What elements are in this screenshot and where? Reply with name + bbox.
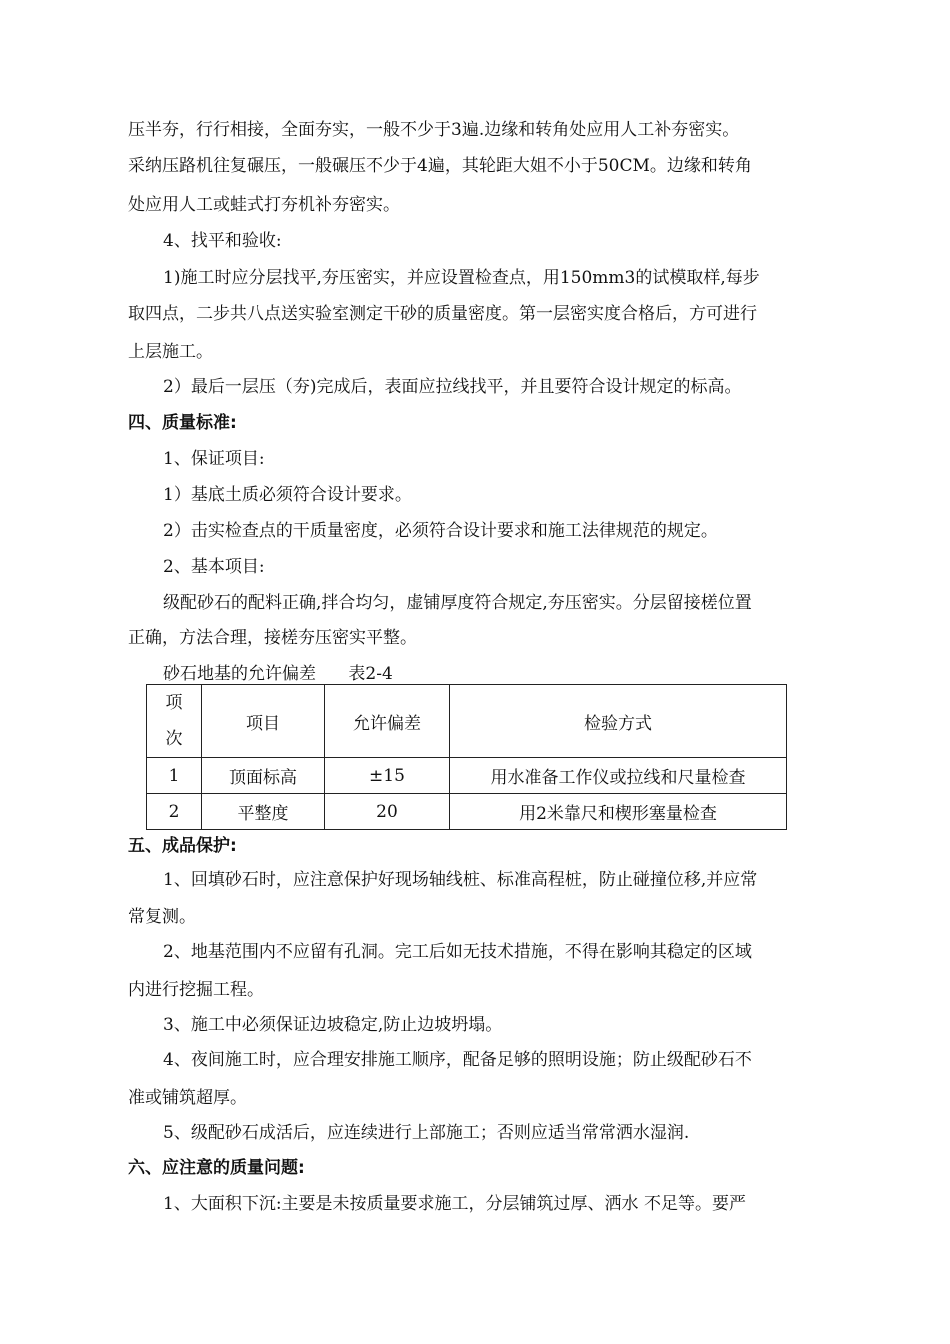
header-cell: 项目 bbox=[202, 685, 325, 758]
deviation-table bbox=[146, 684, 787, 830]
table-cell: 用水准备工作仪或拉线和尺量检查 bbox=[450, 758, 787, 794]
item-title: 4、找平和验收: bbox=[163, 231, 282, 251]
body-line: 2）最后一层压（夯)完成后，表面应拉线找平，并且要符合设计规定的标高。 bbox=[163, 377, 742, 397]
body-line: 正确，方法合理，接槎夯压密实平整。 bbox=[128, 628, 417, 648]
body-line: 取四点，二步共八点送实验室测定干砂的质量密度。第一层密实度合格后，方可进行 bbox=[128, 304, 757, 324]
table-row bbox=[147, 758, 787, 794]
body-line: 内进行挖掘工程。 bbox=[128, 980, 264, 1000]
section-heading: 四、质量标准: bbox=[128, 413, 237, 433]
table-cell: 20 bbox=[325, 794, 450, 830]
table-caption: 砂石地基的允许偏差 表2-4 bbox=[163, 664, 393, 684]
body-line: 采纳压路机往复碾压，一般碾压不少于4遍，其轮距大姐不小于50CM。边缘和转角 bbox=[128, 156, 752, 176]
body-line: 2）击实检查点的干质量密度，必须符合设计要求和施工法律规范的规定。 bbox=[163, 521, 718, 541]
table-header-row bbox=[147, 685, 787, 758]
body-line: 5、级配砂石成活后，应连续进行上部施工；否则应适当常常洒水湿润. bbox=[163, 1123, 690, 1143]
item-title: 1、保证项目: bbox=[163, 449, 265, 469]
table-cell: 2 bbox=[147, 794, 202, 830]
body-line: 常复测。 bbox=[128, 907, 196, 927]
item-title: 2、基本项目: bbox=[163, 557, 265, 577]
table-cell: 1 bbox=[147, 758, 202, 794]
section-heading: 五、成品保护: bbox=[128, 836, 237, 856]
body-line: 压半夯，行行相接，全面夯实，一般不少于3遍.边缘和转角处应用人工补夯密实。 bbox=[128, 120, 740, 140]
body-line: 准或铺筑超厚。 bbox=[128, 1088, 247, 1108]
body-line: 级配砂石的配料正确,拌合均匀，虚铺厚度符合规定,夯压密实。分层留接槎位置 bbox=[163, 593, 752, 613]
section-heading: 六、应注意的质量问题: bbox=[128, 1158, 305, 1178]
body-line: 1、回填砂石时，应注意保护好现场轴线桩、标准高程桩，防止碰撞位移,并应常 bbox=[163, 870, 758, 890]
body-line: 3、施工中必须保证边坡稳定,防止边坡坍塌。 bbox=[163, 1015, 503, 1035]
table-cell: 顶面标高 bbox=[202, 758, 325, 794]
body-line: 1、大面积下沉:主要是未按质量要求施工，分层铺筑过厚、洒水 不足等。要严 bbox=[163, 1194, 746, 1214]
body-line: 1）基底土质必须符合设计要求。 bbox=[163, 485, 412, 505]
table-cell: 用2米靠尺和楔形塞量检查 bbox=[450, 794, 787, 830]
body-line: 1)施工时应分层找平,夯压密实，并应设置检查点，用150mm3的试模取样,每步 bbox=[163, 268, 760, 288]
table-cell: 平整度 bbox=[202, 794, 325, 830]
table-cell: ±15 bbox=[325, 758, 450, 794]
table-row bbox=[147, 794, 787, 830]
body-line: 处应用人工或蛙式打夯机补夯密实。 bbox=[128, 195, 400, 215]
body-line: 上层施工。 bbox=[128, 342, 213, 362]
body-line: 4、夜间施工时，应合理安排施工顺序，配备足够的照明设施；防止级配砂石不 bbox=[163, 1050, 752, 1070]
body-line: 2、地基范围内不应留有孔洞。完工后如无技术措施，不得在影响其稳定的区域 bbox=[163, 942, 752, 962]
header-cell: 检验方式 bbox=[450, 685, 787, 758]
header-cell: 允许偏差 bbox=[325, 685, 450, 758]
header-cell: 项 次 bbox=[147, 685, 202, 758]
